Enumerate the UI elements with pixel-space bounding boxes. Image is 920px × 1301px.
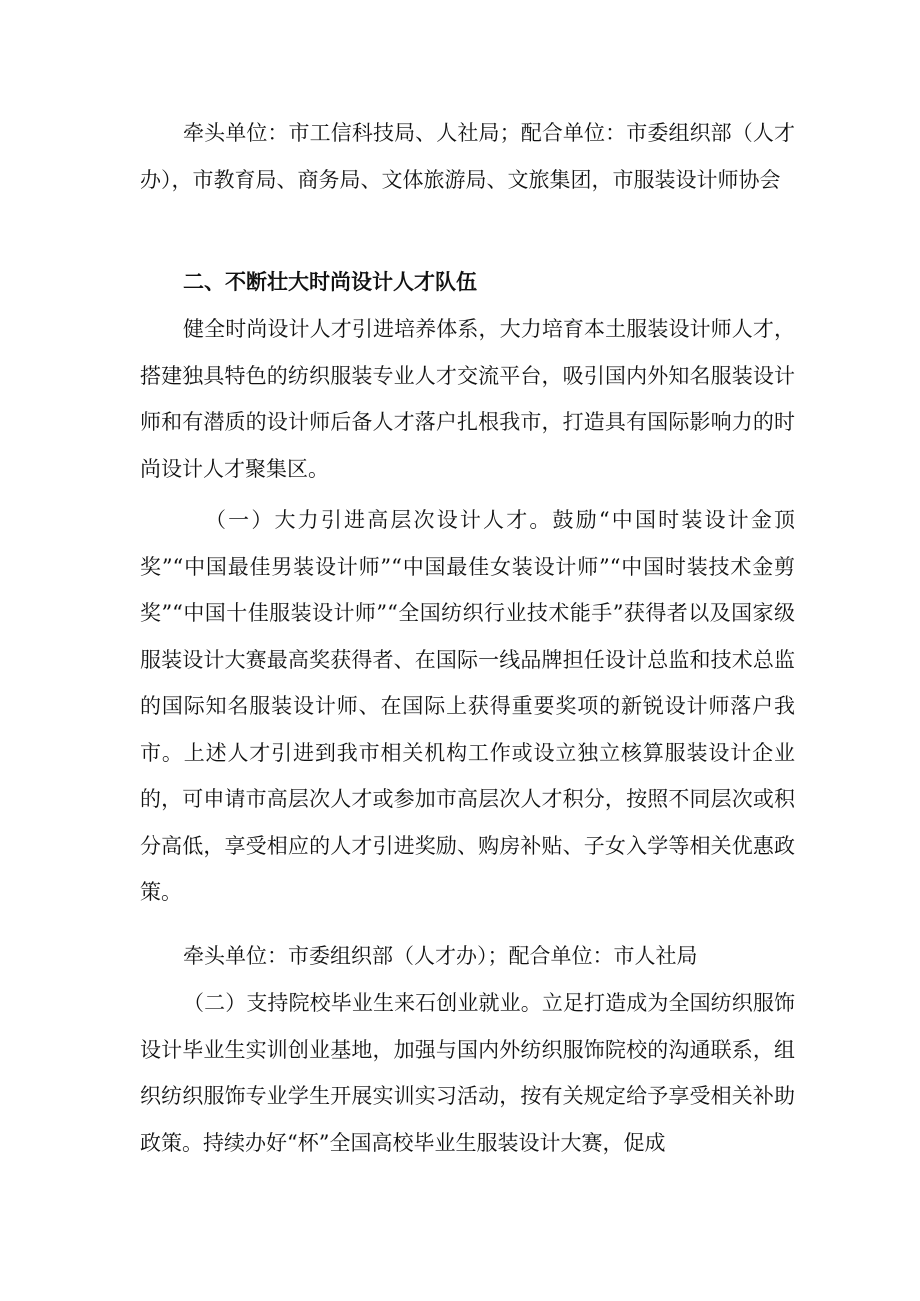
lead-unit-paragraph-2: 牵头单位：市委组织部（人才办）；配合单位：市人社局 <box>183 944 698 968</box>
item-1-paragraph: （一）大力引进高层次设计人才。鼓励“中国时装设计金顶奖”“中国最佳男装设计师”“中国最佳女装设计师”“中国时装技术金剪奖”“中国十佳服装设计师”“全国纺织行业技术能手”获得者以及国家级服装设计大赛最高奖获得者、在国际一线品牌担任设计总监和技术总监的国际知名服装设计师、在国际上获得重要奖项的新锐设计师落户我市。上述人才引进到我市相关机构工作或设立独立核算服装设计企业的，可申请市高层次人才或参加市高层次人才积分，按照不同层次或积分高低，享受相应的人才引进奖励、购房补贴、子女入学等相关优惠政策。 <box>140 508 795 904</box>
section-intro-paragraph: 健全时尚设计人才引进培养体系，大力培育本土服装设计师人才，搭建独具特色的纺织服装专业人才交流平台，吸引国内外知名服装设计师和有潜质的设计师后备人才落户扎根我市，打造具有国际影响力的时尚设计人才聚集区。 <box>140 317 795 481</box>
item-2-paragraph: （二）支持院校毕业生来石创业就业。立足打造成为全国纺织服饰设计毕业生实训创业基地，加强与国内外纺织服饰院校的沟通联系，组织纺织服饰专业学生开展实训实习活动，按有关规定给予享受相关补助政策。持续办好“杯”全国高校毕业生服装设计大赛，促成 <box>140 991 795 1155</box>
lead-unit-paragraph-1: 牵头单位：市工信科技局、人社局；配合单位：市委组织部（人才办），市教育局、商务局、文体旅游局、文旅集团，市服装设计师协会 <box>140 121 795 192</box>
section-heading: 二、不断壮大时尚设计人才队伍 <box>183 269 477 294</box>
